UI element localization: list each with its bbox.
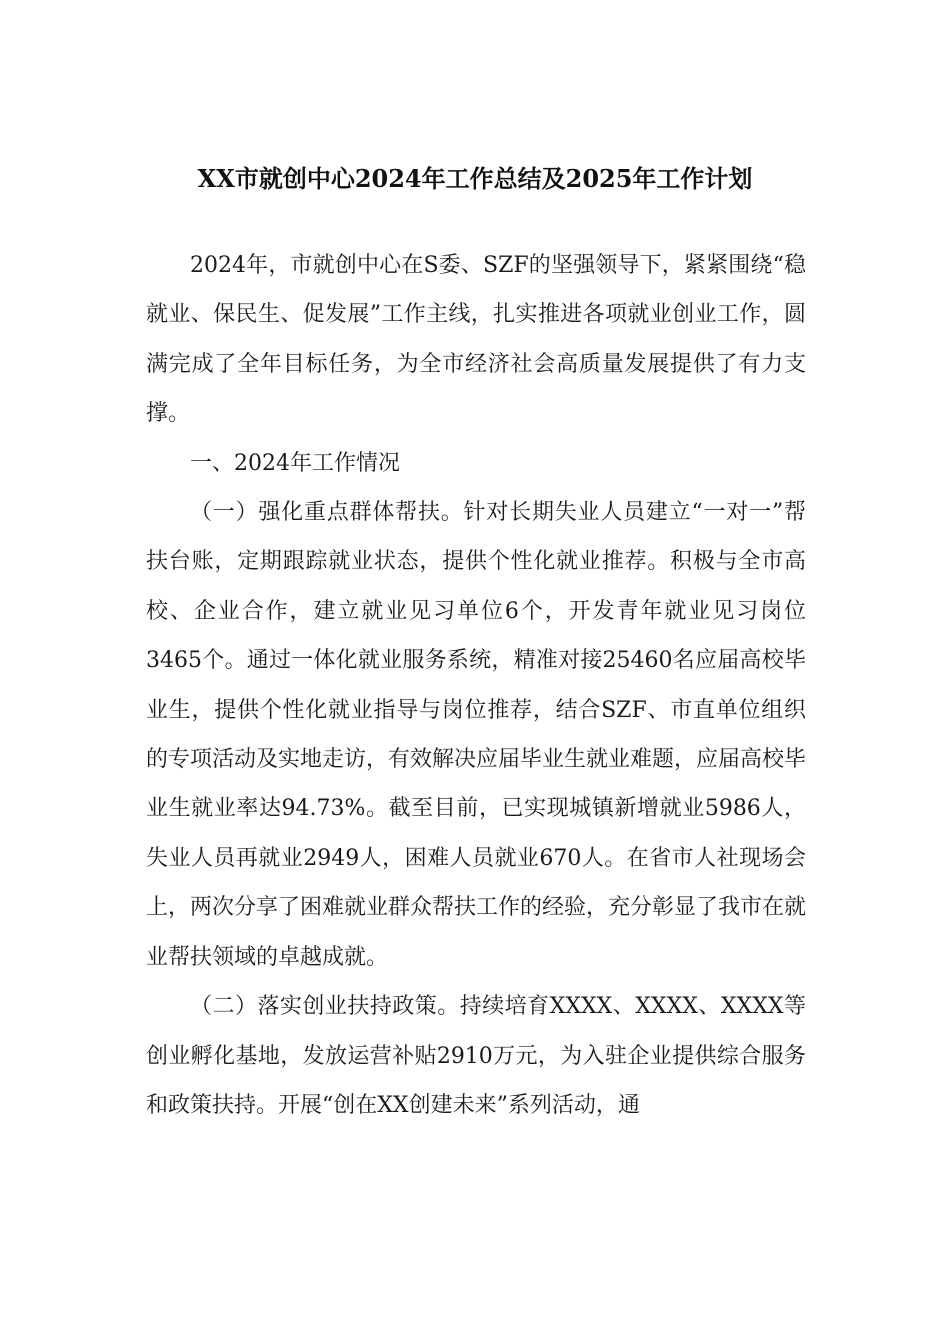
document-title: XX市就创中心2024年工作总结及2025年工作计划 [197, 164, 753, 193]
item-paragraph-1: （一）强化重点群体帮扶。针对长期失业人员建立“一对一”帮扶台账，定期跟踪就业状态，提供个性化就业推荐。积极与全市高校、企业合作，建立就业见习单位6个，开发青年就业见习岗位3465个。通过一体化就业服务系统，精准对接25460名应届高校毕业生，提供个性化就业指导与岗位推荐，结合SZF、市直单位组织的专项活动及实地走访，有效解决应届毕业生就业难题，应届高校毕业生就业率达94.73%。截至目前，已实现城镇新增就业5986人，失业人员再就业2949人，困难人员就业670人。在省市人社现场会上，两次分享了困难就业群众帮扶工作的经验，充分彰显了我市在就业帮扶领域的卓越成就。 [146, 500, 807, 970]
intro-paragraph: 2024年，市就创中心在S委、SZF的坚强领导下，紧紧围绕“稳就业、保民生、促发展”工作主线，扎实推进各项就业创业工作，圆满完成了全年目标任务，为全市经济社会高质量发展提供了有力支撑。 [146, 253, 806, 427]
document-body [146, 241, 806, 1130]
item-paragraph-2: （二）落实创业扶持政策。持续培育XXXX、XXXX、XXXX等创业孵化基地，发放运营补贴2910万元，为入驻企业提供综合服务和政策扶持。开展“创在XX创建未来”系列活动，通 [146, 994, 806, 1118]
section-heading: 一、2024年工作情况 [190, 450, 400, 476]
